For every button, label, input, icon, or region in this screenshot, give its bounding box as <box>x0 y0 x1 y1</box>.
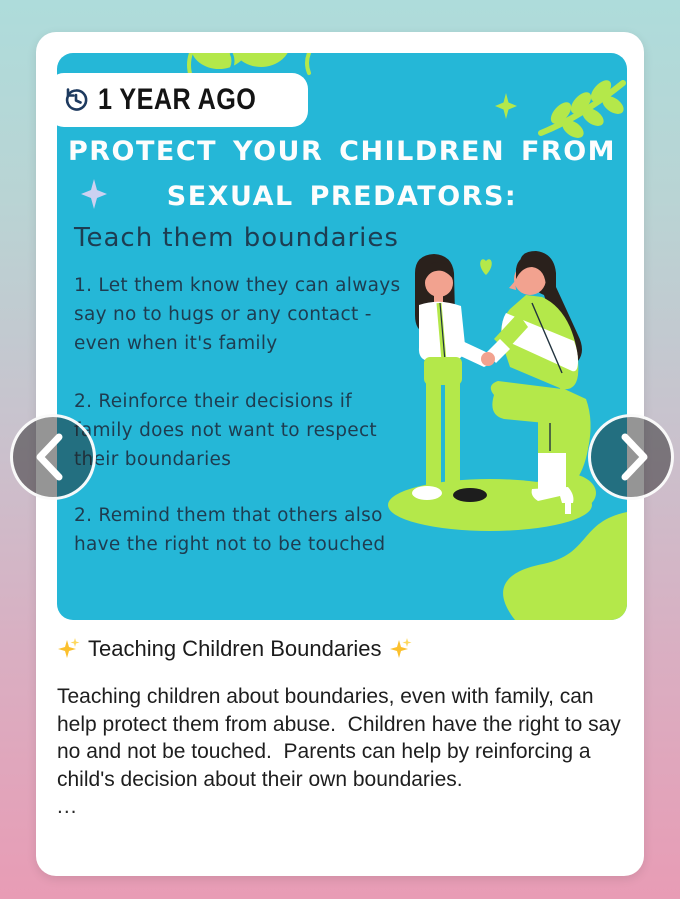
tip-line: even when it's family <box>74 333 278 354</box>
tip-line: say no to hugs or any contact - <box>74 304 372 325</box>
sparkle-icon <box>495 93 517 119</box>
sparkles-icon <box>389 637 413 661</box>
post-card <box>36 32 644 876</box>
boundary-tip-3 <box>74 501 385 559</box>
swirl-decoration <box>467 508 627 620</box>
tip-line: family does not want to respect <box>74 420 377 441</box>
chevron-left-icon <box>13 417 93 497</box>
sparkles-icon <box>57 637 81 661</box>
tip-line: 1. Let them know they can always <box>74 275 401 296</box>
caption-expand-indicator[interactable]: ... <box>57 795 78 818</box>
history-clock-icon <box>62 86 90 114</box>
infographic-subtitle: Teach them boundaries <box>74 223 399 253</box>
boundary-tip-1 <box>74 271 401 358</box>
timestamp-badge <box>48 73 308 127</box>
infographic-title-line2: SEXUAL PREDATORS: <box>166 181 518 212</box>
caption-title-text: Teaching Children Boundaries <box>88 636 382 661</box>
carousel-next-button[interactable] <box>588 414 674 500</box>
caption-title <box>57 636 631 662</box>
infographic-title-line1: PROTECT YOUR CHILDREN FROM <box>67 136 617 167</box>
carousel-prev-button[interactable] <box>10 414 96 500</box>
boundary-tip-2 <box>74 387 377 474</box>
parent-child-illustration <box>382 243 600 538</box>
infographic-title <box>57 129 627 219</box>
tip-line: 2. Reinforce their decisions if <box>74 391 352 412</box>
timestamp-label: 1 YEAR AGO <box>98 83 257 116</box>
caption-block <box>57 636 631 819</box>
tip-line: their boundaries <box>74 449 232 470</box>
tip-line: 2. Remind them that others also <box>74 505 383 526</box>
tip-line: have the right not to be touched <box>74 534 386 555</box>
carousel-slide-image[interactable] <box>57 53 627 620</box>
chevron-right-icon <box>591 417 671 497</box>
caption-body: Teaching children about boundaries, even with family, can help protect them from abuse. Children have the right to say no and not be touched. Parents can help by reinforcing a child's decision about their own boundaries. <box>57 685 627 791</box>
